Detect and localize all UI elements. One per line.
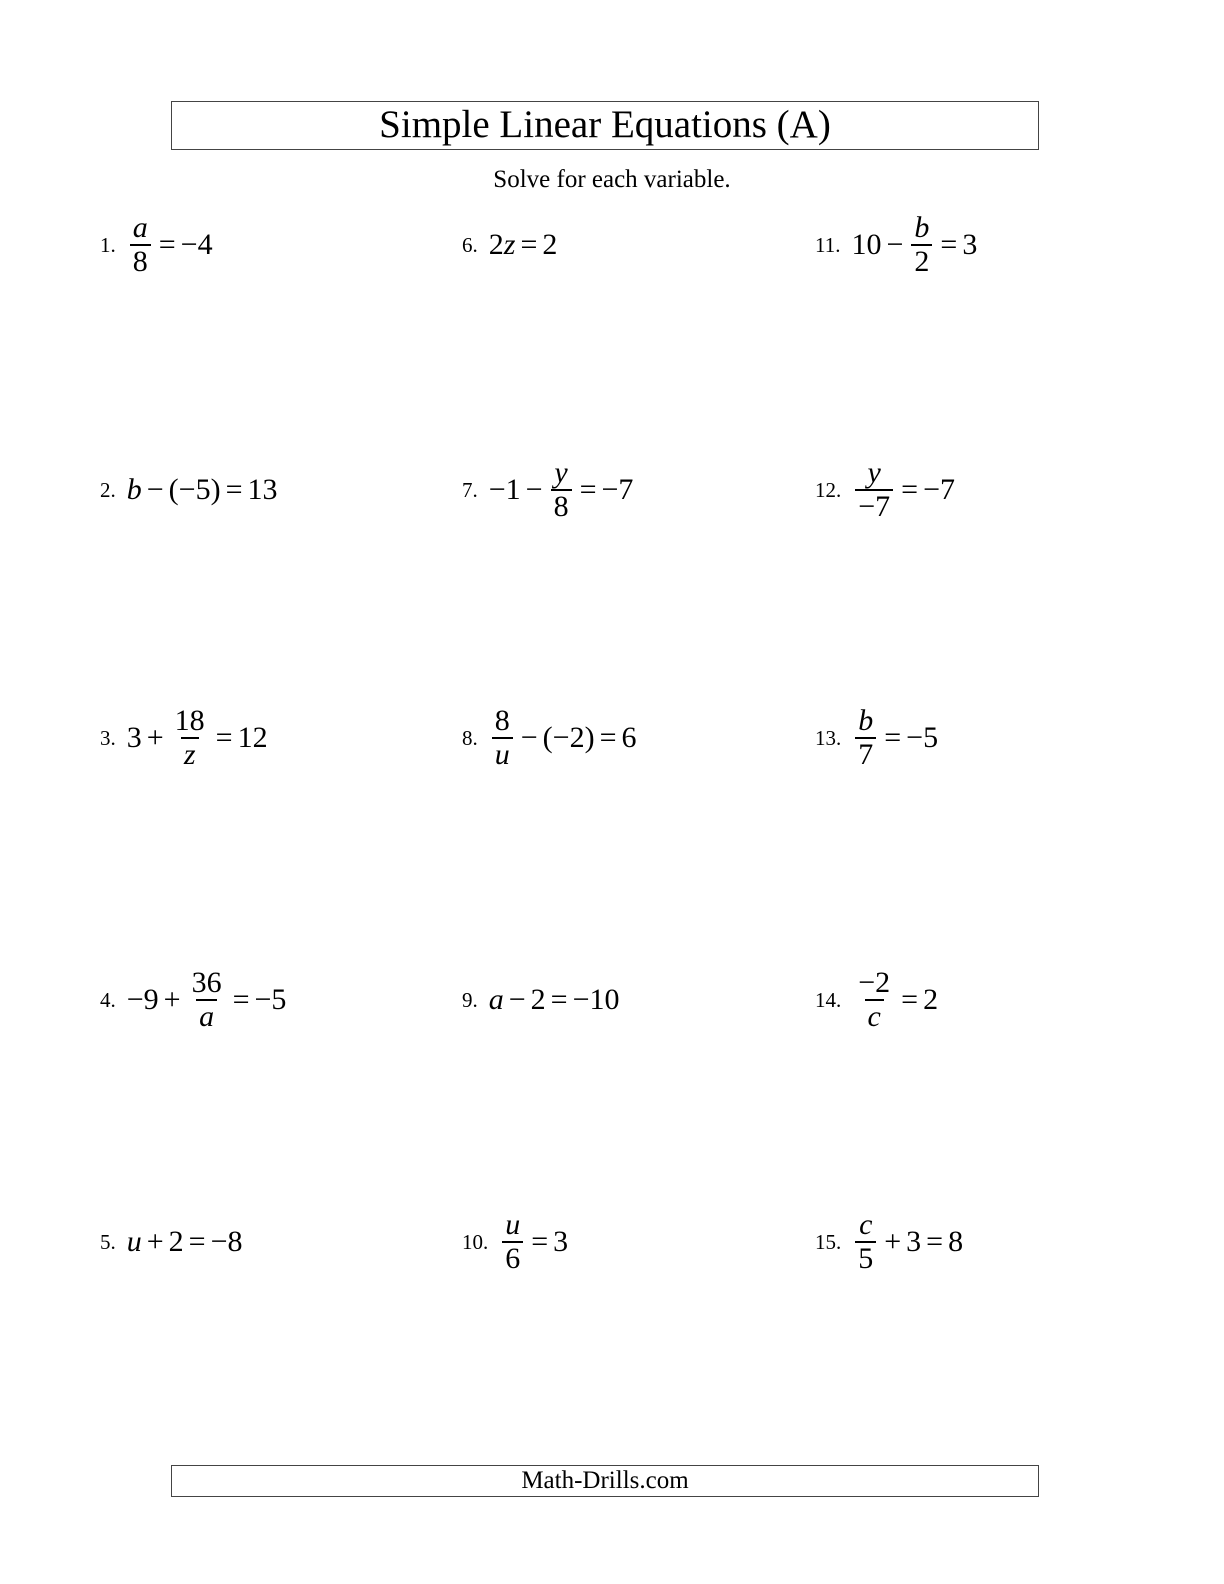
fraction: [172, 705, 208, 771]
numerator: y: [554, 456, 568, 489]
problem-6: [462, 200, 557, 290]
fraction: [855, 457, 893, 523]
operator: =: [579, 473, 597, 506]
problem-number: 9.: [462, 987, 478, 1012]
operator: −: [520, 721, 538, 754]
numerator: −2: [858, 966, 891, 999]
problem-10: [462, 1197, 568, 1287]
denominator: c: [865, 999, 884, 1033]
problem-number: 13.: [815, 725, 842, 750]
term: −7: [923, 473, 956, 506]
problem-15: [815, 1197, 963, 1287]
term: −5: [254, 983, 287, 1016]
term: 2: [488, 228, 504, 261]
operator: =: [550, 983, 568, 1016]
term: −7: [601, 473, 634, 506]
term: 13: [247, 473, 278, 506]
variable: z: [503, 228, 516, 261]
problem-number: 15.: [815, 1229, 842, 1254]
operator: =: [599, 721, 617, 754]
term: −9: [126, 983, 159, 1016]
operator: −: [146, 473, 164, 506]
variable: u: [126, 1225, 142, 1258]
fraction: [492, 705, 513, 771]
operator: −: [886, 228, 904, 261]
operator: =: [926, 1225, 944, 1258]
numerator: b: [858, 704, 874, 737]
problem-14: [815, 955, 938, 1045]
fraction: [855, 1209, 876, 1275]
numerator: u: [505, 1208, 521, 1241]
fraction: [855, 967, 893, 1033]
term: −8: [210, 1225, 243, 1258]
problem-7: [462, 445, 633, 535]
operator: −: [508, 983, 526, 1016]
problem-number: 4.: [100, 987, 116, 1012]
problem-number: 12.: [815, 477, 842, 502]
term: −10: [572, 983, 620, 1016]
problem-5: [100, 1197, 243, 1287]
term: −4: [180, 228, 213, 261]
numerator: 36: [191, 966, 222, 999]
problem-number: 10.: [462, 1229, 489, 1254]
problem-3: [100, 693, 268, 783]
problem-number: 11.: [815, 232, 841, 257]
problem-number: 2.: [100, 477, 116, 502]
denominator: −7: [855, 489, 893, 523]
numerator: 18: [174, 704, 205, 737]
term: 2: [542, 228, 558, 261]
problem-number: 6.: [462, 232, 478, 257]
operator: +: [884, 1225, 902, 1258]
worksheet-title: Simple Linear Equations (A): [171, 101, 1039, 150]
term: −5: [906, 721, 939, 754]
operator: +: [163, 983, 181, 1016]
instructions: Solve for each variable.: [493, 166, 731, 193]
operator: =: [901, 473, 919, 506]
term: 3: [553, 1225, 569, 1258]
term: 2: [923, 983, 939, 1016]
operator: =: [188, 1225, 206, 1258]
problem-number: 5.: [100, 1229, 116, 1254]
operator: −: [525, 473, 543, 506]
fraction: [855, 705, 876, 771]
term: 12: [237, 721, 268, 754]
term: 3: [906, 1225, 922, 1258]
footer-credit: Math-Drills.com: [171, 1465, 1039, 1497]
numerator: a: [132, 211, 148, 244]
denominator: 8: [130, 244, 151, 278]
term: 3: [962, 228, 978, 261]
fraction: [130, 212, 151, 278]
fraction: [189, 967, 225, 1033]
problem-11: [815, 200, 977, 290]
numerator: b: [914, 211, 930, 244]
denominator: 7: [855, 737, 876, 771]
fraction: [551, 457, 572, 523]
denominator: z: [181, 737, 199, 771]
term: −1: [488, 473, 521, 506]
term: 3: [126, 721, 142, 754]
denominator: 5: [855, 1241, 876, 1275]
problem-number: 14.: [815, 987, 842, 1012]
denominator: 2: [911, 244, 932, 278]
operator: =: [901, 983, 919, 1016]
operator: =: [520, 228, 538, 261]
variable: b: [126, 473, 142, 506]
fraction: [502, 1209, 523, 1275]
operator: +: [146, 1225, 164, 1258]
problem-number: 8.: [462, 725, 478, 750]
problem-4: [100, 955, 286, 1045]
operator: =: [940, 228, 958, 261]
operator: +: [146, 721, 164, 754]
variable: a: [488, 983, 504, 1016]
numerator: 8: [494, 704, 510, 737]
term: (−5): [168, 473, 221, 506]
operator: =: [884, 721, 902, 754]
term: 2: [530, 983, 546, 1016]
term: 6: [621, 721, 637, 754]
problem-2: [100, 445, 278, 535]
operator: =: [158, 228, 176, 261]
denominator: 8: [551, 489, 572, 523]
operator: =: [225, 473, 243, 506]
problem-1: [100, 200, 213, 290]
term: (−2): [542, 721, 595, 754]
numerator: y: [867, 456, 881, 489]
operator: =: [215, 721, 233, 754]
numerator: c: [859, 1208, 873, 1241]
denominator: u: [492, 737, 513, 771]
problem-number: 3.: [100, 725, 116, 750]
problem-8: [462, 693, 637, 783]
problem-9: [462, 955, 620, 1045]
operator: =: [531, 1225, 549, 1258]
denominator: 6: [502, 1241, 523, 1275]
problem-number: 1.: [100, 232, 116, 257]
fraction: [911, 212, 932, 278]
problem-13: [815, 693, 938, 783]
denominator: a: [196, 999, 217, 1033]
term: 10: [851, 228, 882, 261]
problem-12: [815, 445, 955, 535]
term: 2: [168, 1225, 184, 1258]
term: 8: [948, 1225, 964, 1258]
problem-number: 7.: [462, 477, 478, 502]
operator: =: [232, 983, 250, 1016]
